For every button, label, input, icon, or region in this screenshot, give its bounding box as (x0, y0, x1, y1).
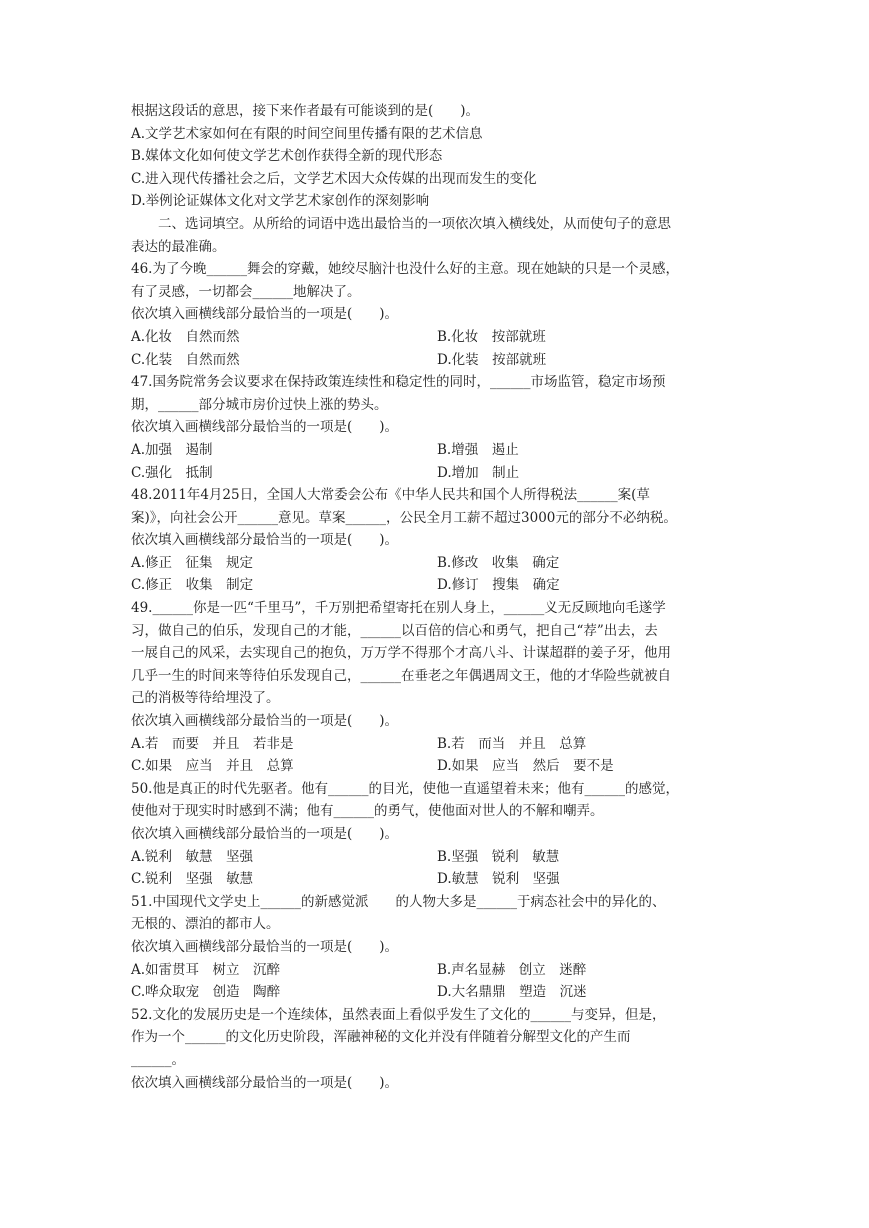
text-line: 作为一个______的文化历史阶段，浑融神秘的文化并没有伴随着分解型文化的产生而 (131, 1029, 631, 1046)
text-line: 48.2011年4月25日，全国人大常委会公布《中华人民共和国个人所得税法______案(草 (131, 487, 650, 504)
text-line: 案)》，向社会公开______意见。草案______，公民全月工薪不超过3000元的部分不必纳税。 (131, 509, 677, 526)
option-right: B.声名显赫 创立 迷醉 (437, 961, 587, 978)
text-line: 52.文化的发展历史是一个连续体，虽然表面上看似乎发生了文化的______与变异，但是， (131, 1006, 666, 1023)
text-line: ______。 (131, 1051, 185, 1068)
text-line: 51.中国现代文学史上______的新感觉派 的人物大多是______于病态社会中的异化的、 (131, 893, 666, 910)
option-left: C.化装 自然而然 (131, 351, 240, 368)
option-right: D.大名鼎鼎 塑造 沉迷 (437, 984, 587, 1001)
option-right: B.化妆 按部就班 (437, 328, 546, 345)
option-right: B.增强 遏止 (437, 441, 519, 458)
text-line: 49.______你是一匹“千里马”，千万别把希望寄托在别人身上，______义无反顾地向毛遂学 (131, 600, 666, 617)
option-right: D.如果 应当 然后 要不是 (437, 758, 614, 775)
text-line: 根据这段话的意思，接下来作者最有可能谈到的是( )。 (131, 103, 480, 119)
text-line: 习，做自己的伯乐，发现自己的才能，______以百倍的信心和勇气，把自己“荐”出去，去 (131, 622, 658, 639)
option-row (131, 349, 741, 372)
option-row (131, 439, 741, 462)
option-row (131, 959, 741, 982)
option-right: B.坚强 锐利 敏慧 (437, 848, 560, 865)
text-line: 几乎一生的时间来等待伯乐发现自己，______在垂老之年偶遇周文王，他的才华险些就被自 (131, 667, 671, 684)
text-line: 一展自己的风采，去实现自己的抱负，万万学不得那个才高八斗、计谋超群的姜子牙，他用 (131, 645, 671, 662)
option-row (131, 574, 741, 597)
option-left: C.锐利 坚强 敏慧 (131, 871, 254, 888)
text-line: 表达的最准确。 (131, 238, 226, 255)
option-right: D.修订 搜集 确定 (437, 577, 560, 594)
text-line: 依次填入画横线部分最恰当的一项是( )。 (131, 826, 399, 842)
option-left: C.哗众取宠 创造 陶醉 (131, 984, 281, 1001)
section-heading: 二、选词填空。从所给的词语中选出最恰当的一项依次填入横线处，从而使句子的意思 (158, 215, 671, 232)
option-row (131, 981, 741, 1004)
text-line: D.举例论证媒体文化对文学艺术家创作的深刻影响 (131, 193, 430, 210)
option-left: A.修正 征集 规定 (131, 554, 254, 571)
option-left: A.锐利 敏慧 坚强 (131, 848, 254, 865)
text-line: 使他对于现实时时感到不满；他有______的勇气，使他面对世人的不解和嘲弄。 (131, 803, 604, 820)
text-line: 47.国务院常务会议要求在保持政策连续性和稳定性的同时，______市场监管，稳定市场预 (131, 374, 666, 391)
option-row (131, 868, 741, 891)
option-row (131, 462, 741, 485)
text-line: 依次填入画横线部分最恰当的一项是( )。 (131, 306, 399, 323)
option-row (131, 755, 741, 778)
option-left: C.如果 应当 并且 总算 (131, 758, 294, 775)
option-left: C.修正 收集 制定 (131, 577, 254, 594)
text-line: 依次填入画横线部分最恰当的一项是( )。 (131, 1074, 399, 1091)
text-line: B.媒体文化如何使文学艺术创作获得全新的现代形态 (131, 148, 443, 165)
text-line: 依次填入画横线部分最恰当的一项是( )。 (131, 938, 399, 955)
text-line: 己的消极等待给埋没了。 (131, 690, 280, 707)
option-right: D.敏慧 锐利 坚强 (437, 871, 560, 888)
text-line: 依次填入画横线部分最恰当的一项是( )。 (131, 532, 399, 549)
text-line: A.文学艺术家如何在有限的时间空间里传播有限的艺术信息 (131, 125, 483, 142)
text-line: 期，______部分城市房价过快上涨的势头。 (131, 396, 388, 413)
option-row (131, 733, 741, 756)
option-row (131, 552, 741, 575)
option-left: C.强化 抵制 (131, 464, 213, 481)
option-right: D.增加 制止 (437, 464, 520, 481)
option-right: B.若 而当 并且 总算 (437, 735, 587, 752)
option-row (131, 846, 741, 869)
option-row (131, 326, 741, 349)
text-line: 50.他是真正的时代先驱者。他有______的目光，使他一直遥望着未来；他有______的感觉， (131, 780, 679, 797)
text-line: C.进入现代传播社会之后，文学艺术因大众传媒的出现而发生的变化 (131, 170, 537, 187)
option-left: A.如雷贯耳 树立 沉醉 (131, 961, 281, 978)
text-line: 46.为了今晚______舞会的穿戴，她绞尽脑汁也没什么好的主意。现在她缺的只是一个灵感， (131, 261, 679, 278)
text-line: 依次填入画横线部分最恰当的一项是( )。 (131, 419, 399, 436)
option-left: A.若 而要 并且 若非是 (131, 735, 294, 752)
text-line: 有了灵感，一切都会______地解决了。 (131, 283, 361, 300)
text-line: 无根的、漂泊的都市人。 (131, 916, 280, 933)
option-right: B.修改 收集 确定 (437, 554, 560, 571)
option-left: A.化妆 自然而然 (131, 328, 240, 345)
document-page (131, 100, 741, 1094)
option-right: D.化装 按部就班 (437, 351, 547, 368)
text-line: 依次填入画横线部分最恰当的一项是( )。 (131, 713, 399, 730)
option-left: A.加强 遏制 (131, 441, 213, 458)
